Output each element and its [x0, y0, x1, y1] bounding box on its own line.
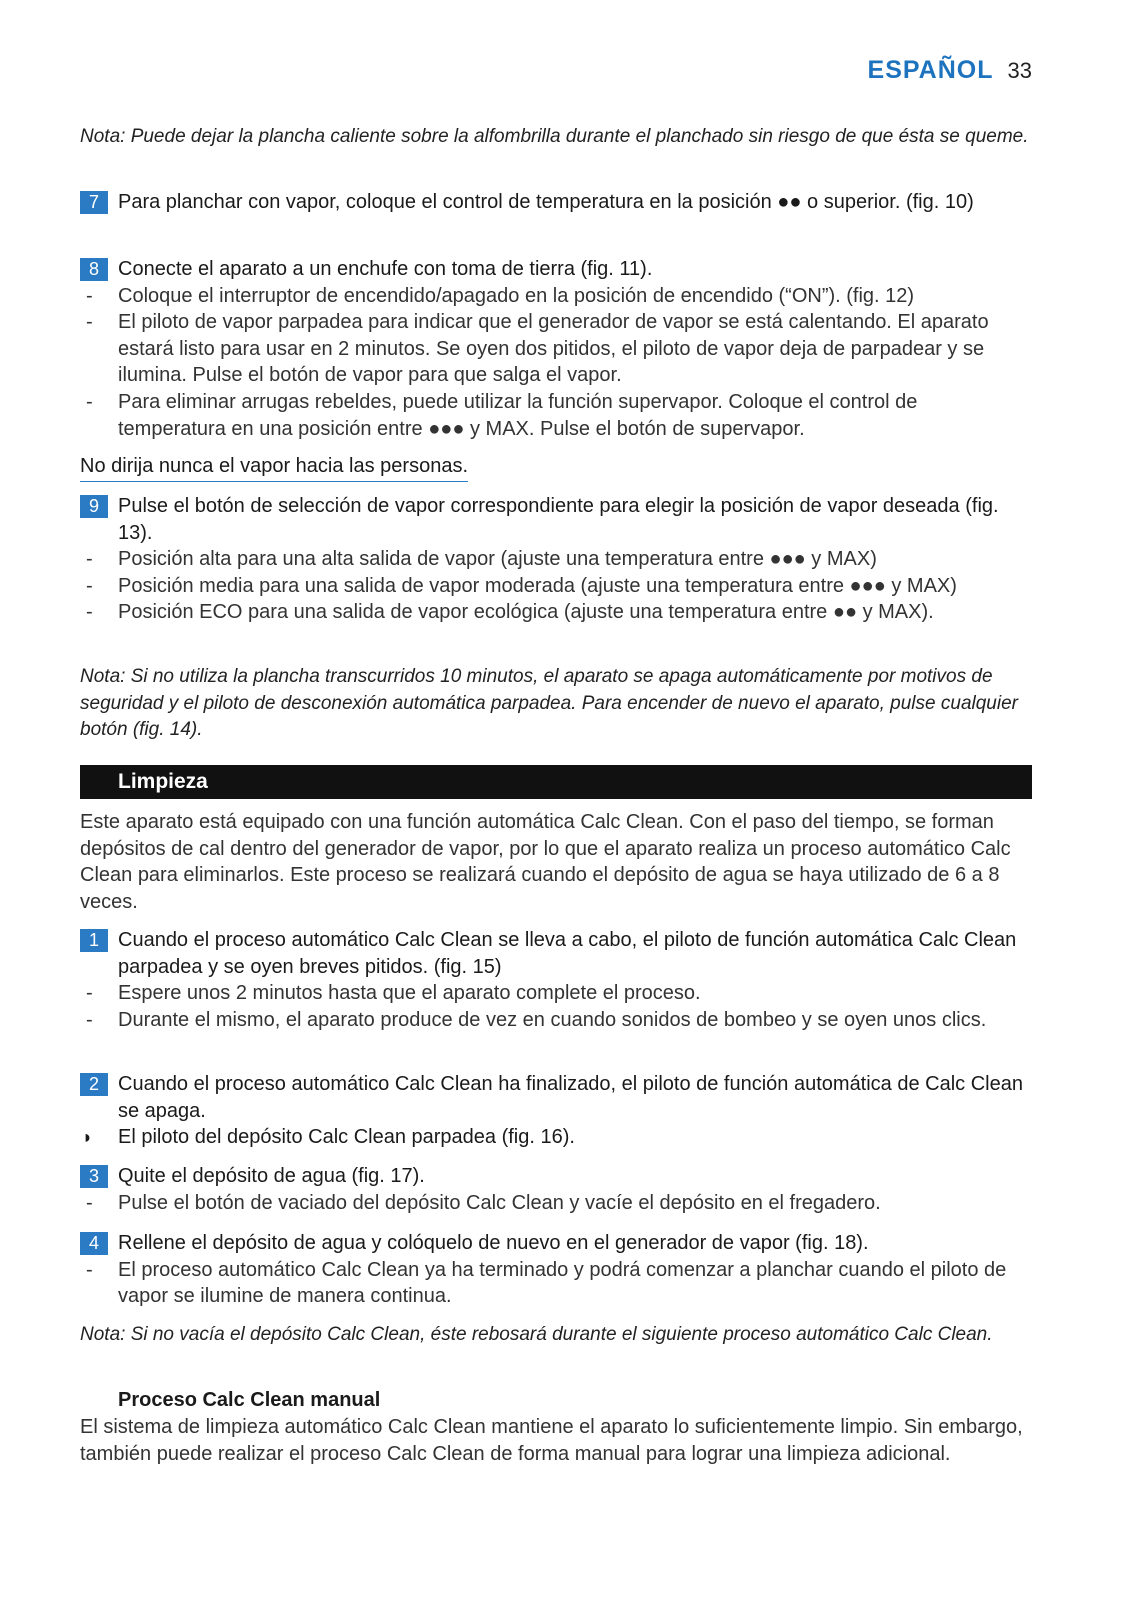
- step-number: 8: [80, 258, 108, 281]
- warning-line: [80, 453, 1030, 482]
- list-item: - Posición ECO para una salida de vapor ecológica (ajuste una temperatura entre ●● y MAX).: [80, 599, 1030, 626]
- result-arrow-icon: ◗: [82, 1127, 93, 1148]
- step-text: Cuando el proceso automático Calc Clean se lleva a cabo, el piloto de función automática Calc Clean parpadea y se oyen breves pitidos. (fig. 15): [118, 929, 1017, 978]
- note-auto-off: Nota: Si no utiliza la plancha transcurridos 10 minutos, el aparato se apaga automáticamente por motivos de seguridad y el piloto de desconexión automática parpadea. Para encender de nuevo el aparato, pulse cualquier botón (fig. 14).: [80, 666, 1018, 741]
- step-text: Rellene el depósito de agua y colóquelo de nuevo en el generador de vapor (fig. 18).: [118, 1232, 869, 1254]
- clean-step-3: [80, 1163, 1030, 1190]
- warning-text: No dirija nunca el vapor hacia las personas.: [80, 453, 468, 482]
- list-item: - Durante el mismo, el aparato produce de vez en cuando sonidos de bombeo y se oyen unos clics.: [80, 1007, 1030, 1034]
- step-text: Conecte el aparato a un enchufe con toma de tierra (fig. 11).: [118, 258, 653, 280]
- intro-paragraph: Este aparato está equipado con una función automática Calc Clean. Con el paso del tiempo, se forman depósitos de cal dentro del generador de vapor, por lo que el aparato realiza un proceso automático Calc Clean para eliminarlos. Este proceso se realizará cuando el depósito de agua se haya utilizado de 6 a 8 veces.: [80, 811, 1011, 913]
- step-text: Cuando el proceso automático Calc Clean ha finalizado, el piloto de función automática de Calc Clean se apaga.: [118, 1073, 1023, 1122]
- step-9: [80, 493, 1030, 546]
- list-item: - El piloto de vapor parpadea para indicar que el generador de vapor se está calentando. El aparato estará listo para usar en 2 minutos. Se oyen dos pitidos, el piloto de vapor deja de parpadear y se ilumina. Pulse el botón de vapor para que salga el vapor.: [80, 309, 1030, 389]
- clean-step-1: [80, 927, 1030, 980]
- step-7: [80, 189, 1068, 216]
- page-header: [868, 56, 1032, 85]
- list-item: - Posición media para una salida de vapor moderada (ajuste una temperatura entre ●●● y MAX): [80, 573, 1030, 600]
- step-text: Pulse el botón de selección de vapor correspondiente para elegir la posición de vapor deseada (fig. 13).: [118, 495, 999, 544]
- step-number: 1: [80, 929, 108, 952]
- section-title-bar: Limpieza: [80, 765, 1032, 799]
- step-8-group: [80, 256, 1030, 442]
- step-number: 9: [80, 495, 108, 518]
- clean-step-4-group: [80, 1230, 1030, 1310]
- list-item: - El proceso automático Calc Clean ya ha terminado y podrá comenzar a planchar cuando el piloto de vapor se ilumine de manera continua.: [80, 1257, 1030, 1310]
- language-label: ESPAÑOL: [867, 56, 994, 84]
- step-number: 4: [80, 1232, 108, 1255]
- step-9-group: [80, 493, 1030, 626]
- list-item: - Espere unos 2 minutos hasta que el aparato complete el proceso.: [80, 980, 1030, 1007]
- clean-step-4: [80, 1230, 1030, 1257]
- page-number: 33: [1007, 58, 1032, 83]
- clean-step-2: [80, 1071, 1030, 1124]
- step-number: 3: [80, 1165, 108, 1188]
- list-item: - Pulse el botón de vaciado del depósito Calc Clean y vacíe el depósito en el fregadero.: [80, 1190, 1030, 1217]
- step-number: 7: [80, 191, 108, 214]
- list-item: - Para eliminar arrugas rebeldes, puede utilizar la función supervapor. Coloque el control de temperatura en una posición entre ●●● y MAX. Pulse el botón de supervapor.: [80, 389, 1030, 442]
- manual-paragraph: El sistema de limpieza automático Calc Clean mantiene el aparato lo suficientemente limpio. Sin embargo, también puede realizar el proceso Calc Clean de forma manual para lograr una limpieza adicional.: [80, 1416, 1023, 1465]
- note-mat: Nota: Puede dejar la plancha caliente sobre la alfombrilla durante el planchado sin riesgo de que ésta se queme.: [80, 126, 1029, 147]
- list-item: - Posición alta para una alta salida de vapor (ajuste una temperatura entre ●●● y MAX): [80, 546, 1030, 573]
- step-number: 2: [80, 1073, 108, 1096]
- result-item: [80, 1124, 1030, 1151]
- clean-step-3-group: [80, 1163, 1030, 1216]
- result-text: El piloto del depósito Calc Clean parpadea (fig. 16).: [118, 1126, 575, 1149]
- step-8: [80, 256, 1030, 283]
- clean-step-2-group: [80, 1071, 1030, 1151]
- note-overflow: Nota: Si no vacía el depósito Calc Clean, éste rebosará durante el siguiente proceso automático Calc Clean.: [80, 1324, 993, 1345]
- subheading-manual: Proceso Calc Clean manual: [118, 1389, 381, 1411]
- step-text: Quite el depósito de agua (fig. 17).: [118, 1165, 425, 1187]
- step-text: Para planchar con vapor, coloque el control de temperatura en la posición ●● o superior. (fig. 10): [118, 191, 974, 213]
- clean-step-1-group: [80, 927, 1030, 1033]
- list-item: - Coloque el interruptor de encendido/apagado en la posición de encendido (“ON”). (fig. 12): [80, 283, 1030, 310]
